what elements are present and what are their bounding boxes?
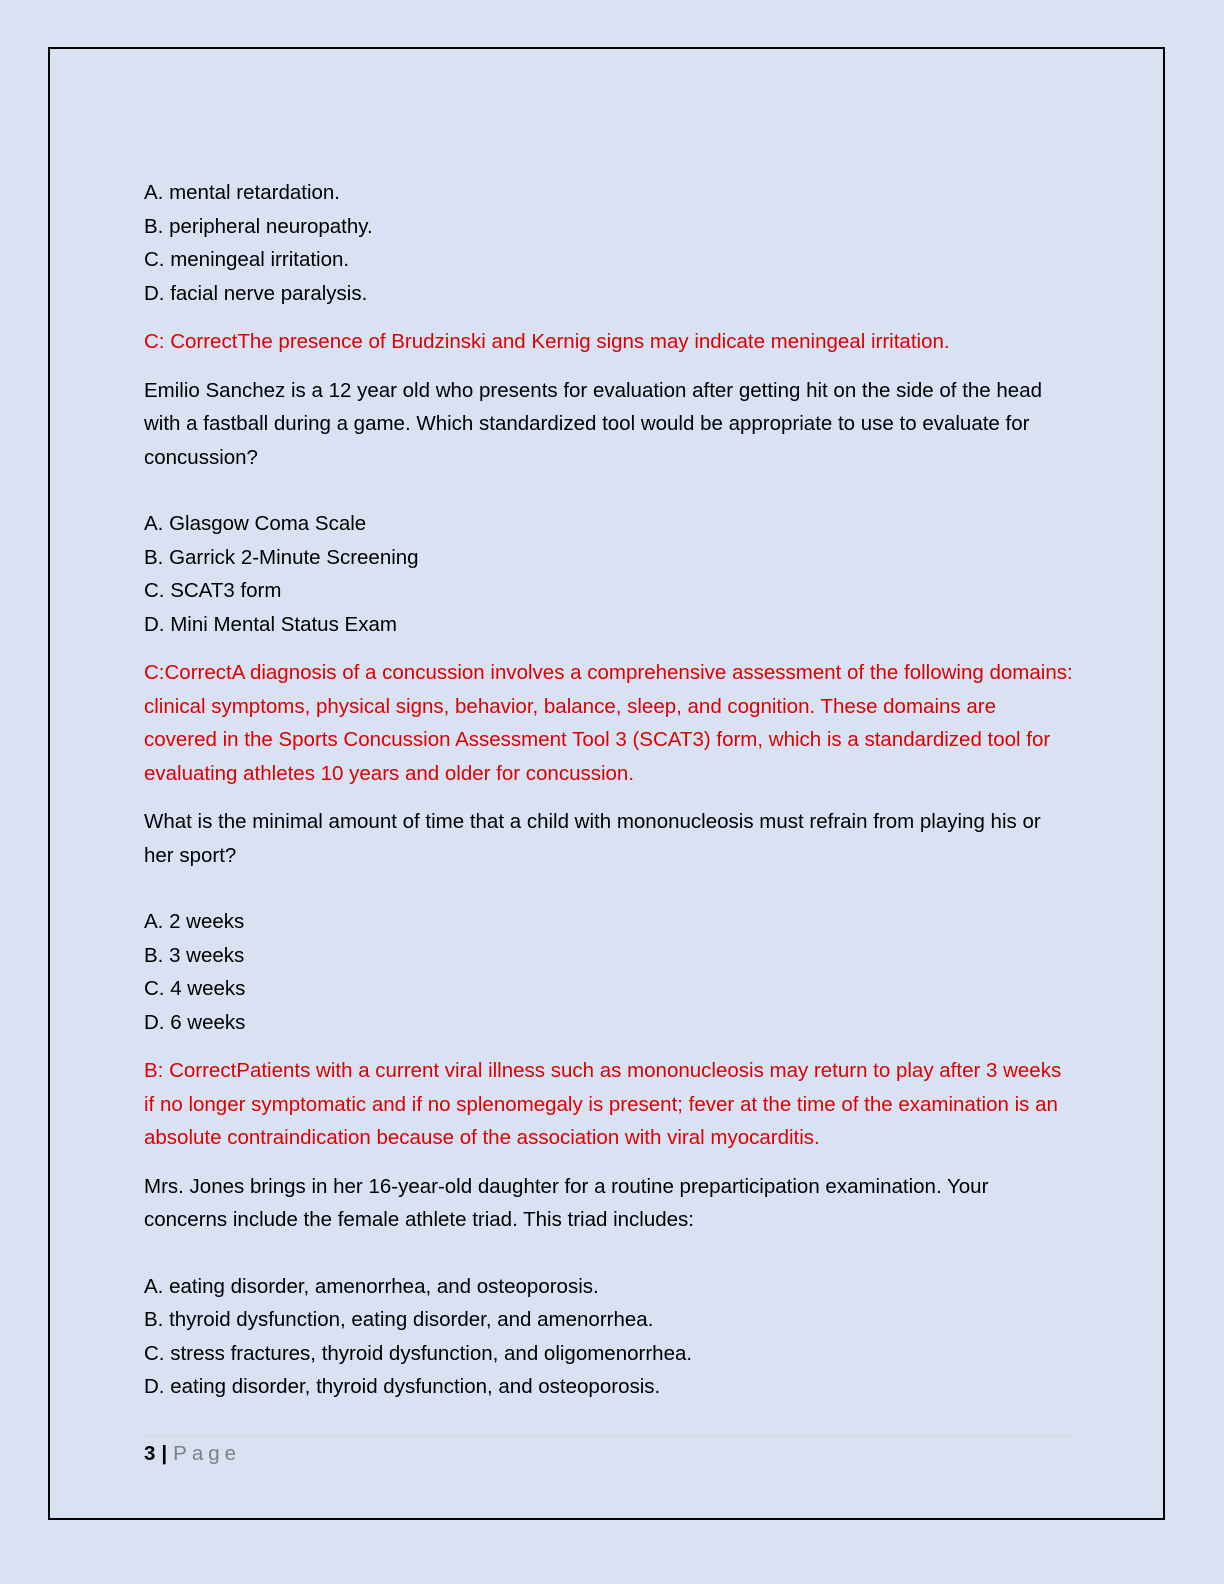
option-a: A. Glasgow Coma Scale [144, 512, 367, 535]
page-footer [144, 1438, 241, 1470]
page-number: 3 [144, 1442, 156, 1465]
footer-separator: | [161, 1442, 168, 1465]
answer-options [144, 507, 1074, 641]
option-a: A. eating disorder, amenorrhea, and osteoporosis. [144, 1274, 599, 1298]
option-c: C. stress fractures, thyroid dysfunction, and oligomenorrhea. [144, 1341, 693, 1365]
option-d: D. facial nerve paralysis. [144, 281, 368, 305]
option-b: B. Garrick 2-Minute Screening [144, 545, 419, 569]
option-c: C. 4 weeks [144, 977, 246, 1000]
answer-options [144, 176, 1074, 310]
answer-options [144, 905, 1074, 1039]
question-text: What is the minimal amount of time that a child with mononucleosis must refrain from playing his or her sport? [144, 810, 1041, 867]
answer-explanation: C:CorrectA diagnosis of a concussion involves a comprehensive assessment of the following domains: clinical symptoms, physical signs, behavior, balance, sleep, and cognition. These domains are covered in the Sports Concussion Assessment Tool 3 (SCAT3) form, which is a standardized tool for evaluating athletes 10 years and older for concussion. [144, 661, 1073, 785]
option-c: C. meningeal irritation. [144, 248, 350, 271]
question-text: Mrs. Jones brings in her 16-year-old daughter for a routine preparticipation examination. Your concerns include the female athlete triad. This triad includes: [144, 1174, 989, 1231]
answer-explanation: B: CorrectPatients with a current viral illness such as mononucleosis may return to play after 3 weeks if no longer symptomatic and if no splenomegaly is present; fever at the time of the examination is an absolute contraindication because of the association with viral myocarditis. [144, 1059, 1062, 1149]
option-c: C. SCAT3 form [144, 579, 282, 602]
option-a: A. 2 weeks [144, 910, 245, 933]
option-d: D. 6 weeks [144, 1010, 246, 1034]
option-d: D. Mini Mental Status Exam [144, 612, 397, 636]
answer-explanation: C: CorrectThe presence of Brudzinski and Kernig signs may indicate meningeal irritation. [144, 330, 950, 353]
option-b: B. thyroid dysfunction, eating disorder, and amenorrhea. [144, 1308, 654, 1331]
option-d: D. eating disorder, thyroid dysfunction, and osteoporosis. [144, 1375, 661, 1398]
question-text: Emilio Sanchez is a 12 year old who presents for evaluation after getting hit on the side of the head with a fastball during a game. Which standardized tool would be appropriate to use to evaluate for concussion? [144, 378, 1042, 469]
page-label: Page [173, 1442, 242, 1465]
page-content [144, 176, 1074, 1404]
option-a: A. mental retardation. [144, 181, 340, 204]
option-b: B. peripheral neuropathy. [144, 214, 373, 238]
footer-divider [144, 1436, 1074, 1437]
option-b: B. 3 weeks [144, 943, 245, 967]
answer-options [144, 1270, 1074, 1404]
